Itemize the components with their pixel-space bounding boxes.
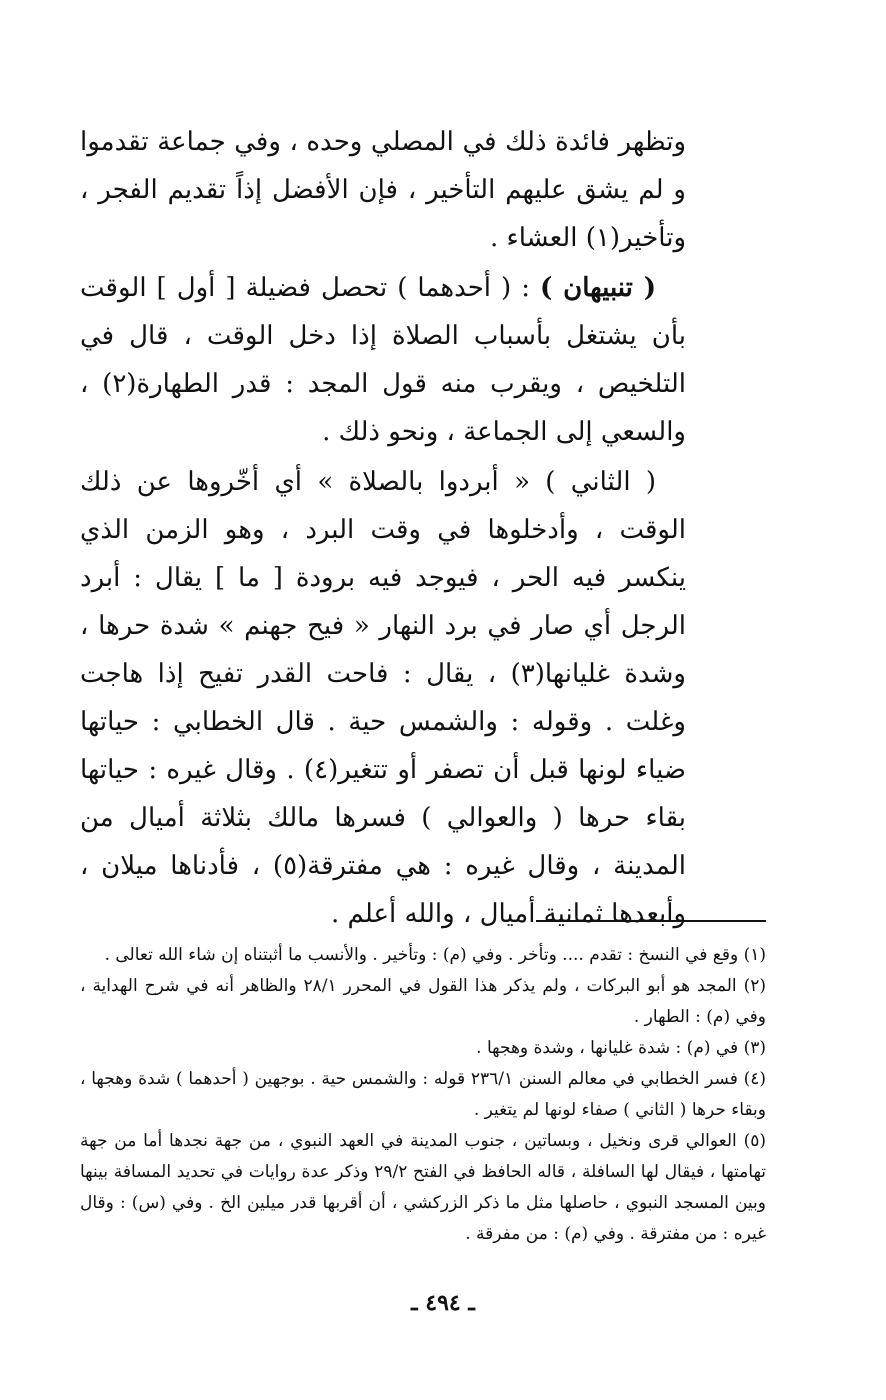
page-number: ـ ٤٩٤ ـ <box>411 1290 475 1316</box>
footnote-5: (٥) العوالي قرى ونخيل ، وبساتين ، جنوب المدينة في العهد النبوي ، من جهة نجدها أما من جهة تهامتها ، فيقال لها السافلة ، قاله الحافظ في الفتح ٢٩/٢ وذكر عدة روايات في تحديد المسافة بينها وبين المسجد النبوي ، حاصلها مثل ما ذكر الزركشي ، أن أقربها قدر ميلين الخ . وفي (س) : وقال غيره : من مفترقة . وفي (م) : من مفرقة . <box>80 1131 767 1244</box>
paragraph-1: وتظهر فائدة ذلك في المصلي وحده ، وفي جماعة تقدموا و لم يشق عليهم التأخير ، فإن الأفضل إذاً تقديم الفجر ، وتأخير(١) العشاء . <box>80 127 686 253</box>
paragraph-2-heading: ( تنبيهان ) <box>540 273 656 303</box>
paragraph-3: ( الثاني ) « أبردوا بالصلاة » أي أخّروها عن ذلك الوقت ، وأدخلوها في وقت البرد ، وهو الزمن الذي ينكسر فيه الحر ، فيوجد فيه برودة [ ما ] يقال : أبرد الرجل أي صار في برد النهار « فيح جهنم » شدة حرها ، وشدة غليانها(٣) ، يقال : فاحت القدر تفيح إذا هاجت وغلت . وقوله : والشمس حية . قال الخطابي : حياتها ضياء لونها قبل أن تصفر أو تتغير(٤) . وقال غيره : حياتها بقاء حرها ( والعوالي ) فسرها مالك بثلاثة أميال من المدينة ، وقال غيره : هي مفترقة(٥) ، فأدناها ميلان ، وأبعدها ثمانية أميال ، والله أعلم . <box>80 467 686 929</box>
paragraph-2 <box>80 264 686 456</box>
main-text <box>80 118 686 940</box>
footnote-divider <box>536 920 766 922</box>
footnotes <box>80 940 766 1250</box>
footnote-3: (٣) في (م) : شدة غليانها ، وشدة وهجها . <box>476 1038 766 1058</box>
paragraph-2-text: : ( أحدهما ) تحصل فضيلة [ أول ] الوقت بأن يشتغل بأسباب الصلاة إذا دخل الوقت ، قال في التلخيص ، ويقرب منه قول المجد : قدر الطهارة(٢) ، والسعي إلى الجماعة ، ونحو ذلك . <box>80 273 686 447</box>
footnote-2: (٢) المجد هو أبو البركات ، ولم يذكر هذا القول في المحرر ٢٨/١ والظاهر أنه في شرح الهداية ، وفي (م) : الطهار . <box>80 976 767 1027</box>
footnote-1: (١) وقع في النسخ : تقدم .... وتأخر . وفي (م) : وتأخير . والأنسب ما أثبتناه إن شاء الله تعالى . <box>104 945 766 965</box>
footnote-4: (٤) فسر الخطابي في معالم السنن ٢٣٦/١ قوله : والشمس حية . بوجهين ( أحدهما ) شدة وهجها ، وبقاء حرها ( الثاني ) صفاء لونها لم يتغير . <box>80 1069 766 1120</box>
